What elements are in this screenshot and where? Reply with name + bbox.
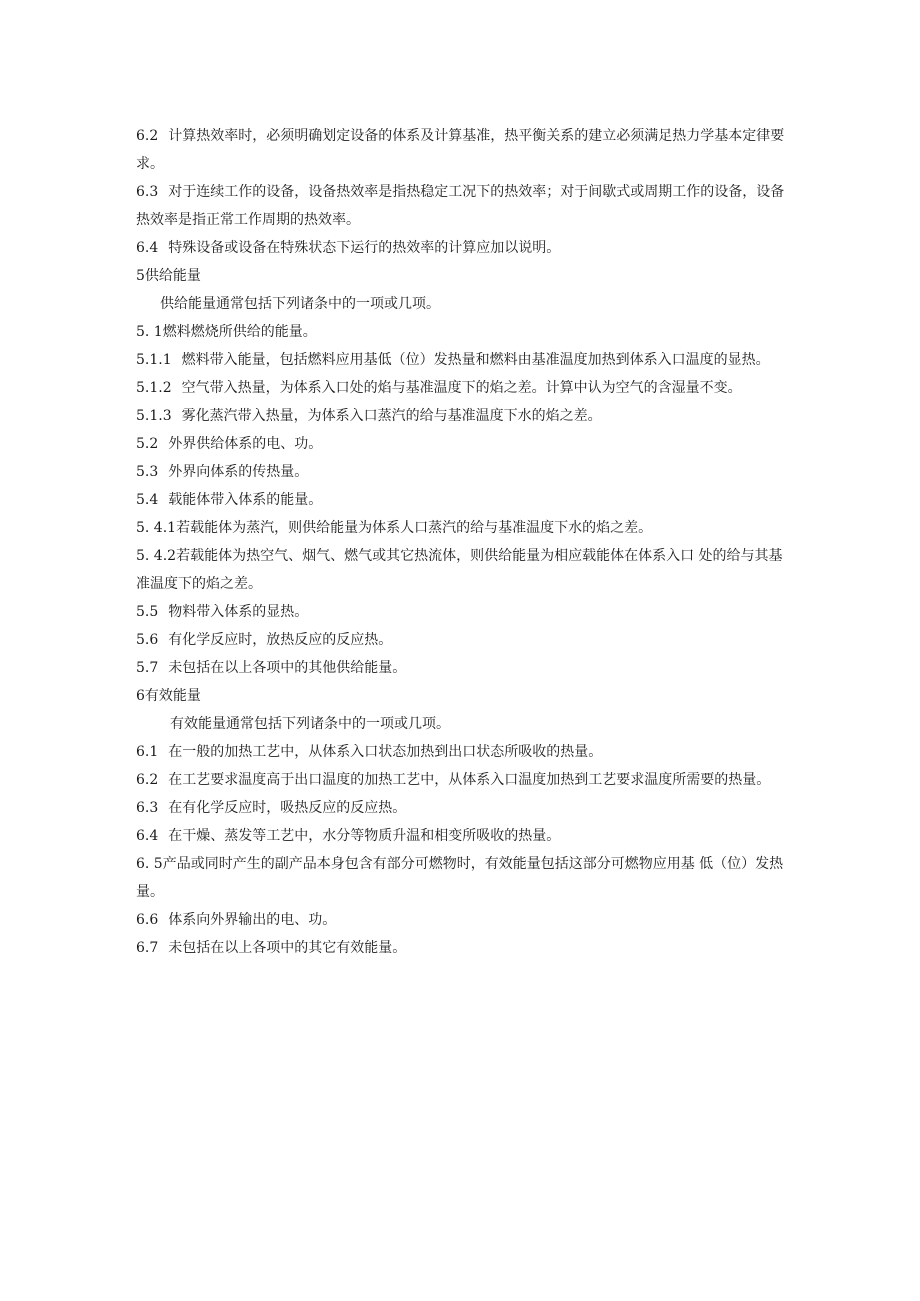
clause-text: 空气带入热量，为体系入口处的焰与基准温度下的焰之差。计算中认为空气的含湿量不变。: [181, 380, 742, 396]
clause-text: 计算热效率时，必须明确划定设备的体系及计算基准，热平衡关系的建立必须满足热力学基本定律要求。: [136, 128, 785, 172]
clause-number: 5.: [136, 520, 150, 536]
section-heading-text: 5供给能量: [136, 268, 201, 284]
clause-number: 6.2: [136, 772, 159, 788]
section-heading-6: [136, 682, 786, 710]
clause-5-2: [136, 430, 786, 458]
clause-6-3b: [136, 794, 786, 822]
clause-text: 对于连续工作的设备，设备热效率是指热稳定工况下的热效率；对于间歇式或周期工作的设备，设备热效率是指正常工作周期的热效率。: [136, 184, 785, 228]
clause-6-1: [136, 738, 786, 766]
clause-text: 燃料带入能量，包括燃料应用基低（位）发热量和燃料由基准温度加热到体系入口温度的显热。: [181, 352, 770, 368]
clause-text: 4.1若载能体为蒸汽，则供给能量为体系人口蒸汽的给与基准温度下水的焰之差。: [149, 520, 653, 536]
clause-text: 1燃料燃烧所供给的能量。: [149, 324, 317, 340]
clause-5-3: [136, 458, 786, 486]
clause-number: 6.6: [136, 912, 159, 928]
clause-6-3: [136, 178, 786, 234]
clause-5-4-1: [136, 514, 786, 542]
clause-5-4-2: [136, 542, 786, 598]
clause-text: 外界供给体系的电、功。: [168, 436, 323, 452]
clause-number: 5.6: [136, 632, 159, 648]
clause-number: 5.: [136, 548, 150, 564]
clause-6-5: [136, 850, 786, 906]
clause-text: 未包括在以上各项中的其他供给能量。: [168, 660, 407, 676]
clause-text: 4.2若载能体为热空气、烟气、燃气或其它热流体，则供给能量为相应载能体在体系入口 处的给与其基准温度下的焰之差。: [136, 548, 783, 592]
clause-number: 5.1.2: [136, 380, 172, 396]
clause-text: 5产品或同时产生的副产品本身包含有部分可燃物时，有效能量包括这部分可燃物应用基 低（位）发热量。: [136, 856, 784, 900]
clause-number: 5.1.1: [136, 352, 172, 368]
clause-number: 5.4: [136, 492, 159, 508]
clause-number: 6.7: [136, 940, 159, 956]
clause-text: 外界向体系的传热量。: [168, 464, 309, 480]
clause-text: 在工艺要求温度高于出口温度的加热工艺中，从体系入口温度加热到工艺要求温度所需要的热量。: [168, 772, 771, 788]
clause-number: 6.3: [136, 800, 159, 816]
section-intro-5: [136, 290, 786, 318]
clause-text: 体系向外界输出的电、功。: [168, 912, 337, 928]
clause-number: 5.5: [136, 604, 159, 620]
clause-5-1: [136, 318, 786, 346]
clause-number: 5.: [136, 324, 150, 340]
clause-text: 在干燥、蒸发等工艺中，水分等物质升温和相变所吸收的热量。: [168, 828, 561, 844]
clause-number: 5.3: [136, 464, 159, 480]
clause-number: 5.7: [136, 660, 159, 676]
clause-number: 6.4: [136, 828, 159, 844]
clause-text: 在一般的加热工艺中，从体系入口状态加热到出口状态所吸收的热量。: [168, 744, 603, 760]
clause-number: 6.2: [136, 128, 159, 144]
clause-text: 特殊设备或设备在特殊状态下运行的热效率的计算应加以说明。: [168, 240, 561, 256]
document-body: [136, 122, 786, 962]
clause-5-1-3: [136, 402, 786, 430]
clause-6-7: [136, 934, 786, 962]
clause-6-2b: [136, 766, 786, 794]
clause-5-7: [136, 654, 786, 682]
clause-number: 6.1: [136, 744, 159, 760]
clause-5-6: [136, 626, 786, 654]
clause-5-1-2: [136, 374, 786, 402]
clause-text: 雾化蒸汽带入热量，为体系入口蒸汽的给与基准温度下水的焰之差。: [181, 408, 602, 424]
clause-5-4: [136, 486, 786, 514]
intro-text: 供给能量通常包括下列诸条中的一项或几项。: [160, 296, 440, 312]
clause-5-5: [136, 598, 786, 626]
clause-number: 6.3: [136, 184, 159, 200]
clause-text: 载能体带入体系的能量。: [168, 492, 323, 508]
clause-6-2: [136, 122, 786, 178]
clause-number: 5.2: [136, 436, 159, 452]
section-heading-text: 6有效能量: [136, 688, 201, 704]
clause-number: 5.1.3: [136, 408, 172, 424]
clause-6-4b: [136, 822, 786, 850]
clause-number: 6.: [136, 856, 150, 872]
clause-6-4: [136, 234, 786, 262]
intro-text: 有效能量通常包括下列诸条中的一项或几项。: [170, 716, 450, 732]
clause-text: 物料带入体系的显热。: [168, 604, 309, 620]
clause-6-6: [136, 906, 786, 934]
clause-text: 有化学反应时，放热反应的反应热。: [168, 632, 393, 648]
section-intro-6: [136, 710, 786, 738]
section-heading-5: [136, 262, 786, 290]
clause-text: 在有化学反应时，吸热反应的反应热。: [168, 800, 407, 816]
clause-text: 未包括在以上各项中的其它有效能量。: [168, 940, 407, 956]
clause-5-1-1: [136, 346, 786, 374]
clause-number: 6.4: [136, 240, 159, 256]
